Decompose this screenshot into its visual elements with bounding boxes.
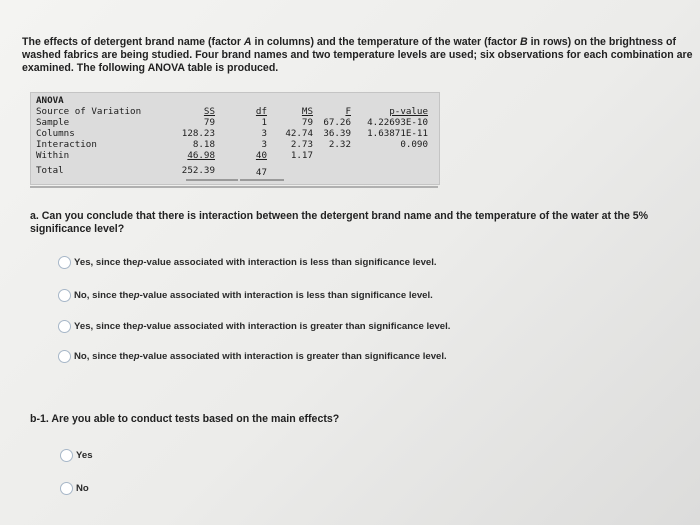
cell-ss: 128.23	[181, 128, 215, 139]
cell-df: 47	[255, 167, 267, 178]
option-a-2[interactable]	[58, 289, 433, 302]
cell-df: 1	[261, 117, 267, 128]
intro-text-3: in rows) on the brightness of washed fabrics are being studied. Four brand names and two temperature levels are used; six observations for each combination are examined. The following ANOVA table is produced.	[22, 36, 693, 74]
row-label-total: Total	[36, 165, 64, 176]
cell-f: 2.32	[328, 139, 351, 150]
anova-title: ANOVA	[36, 95, 64, 106]
cell-ms: 79	[301, 117, 313, 128]
option-rest: -value associated with interaction is less than significance level.	[139, 290, 433, 301]
anova-header-p: p-value	[389, 106, 428, 117]
cell-p: 1.63871E-11	[367, 128, 428, 139]
cell-p: 4.22693E-10	[367, 117, 428, 128]
option-label: No	[76, 483, 89, 494]
cell-ss: 79	[203, 117, 215, 128]
p-var: p	[133, 290, 140, 301]
anova-header-f: F	[345, 106, 351, 117]
option-answer: Yes	[74, 321, 91, 332]
factor-a-var: A	[243, 36, 252, 48]
question-a: a. Can you conclude that there is interaction between the detergent brand name and the temperature of the water at the 5% significance level?	[30, 210, 649, 235]
cell-ms: 42.74	[285, 128, 313, 139]
cell-df: 3	[261, 128, 267, 139]
table-divider	[30, 186, 438, 188]
cell-p: 0.090	[400, 139, 428, 150]
anova-header-ss: SS	[203, 106, 215, 117]
anova-header-source: Source of Variation	[36, 106, 142, 117]
row-label-sample: Sample	[36, 117, 70, 128]
option-rest: -value associated with interaction is greater than significance level.	[139, 351, 447, 362]
cell-ss: 8.18	[192, 139, 215, 150]
cell-f: 67.26	[323, 117, 351, 128]
option-rest: -value associated with interaction is greater than significance level.	[143, 321, 451, 332]
cell-df: 3	[261, 139, 267, 150]
option-b1-no[interactable]	[60, 482, 89, 495]
option-label: Yes	[76, 450, 93, 461]
p-var: p	[137, 257, 144, 268]
problem-intro	[22, 36, 694, 75]
radio-button[interactable]	[58, 320, 71, 333]
option-a-1[interactable]	[58, 256, 437, 269]
option-sep: , since the	[90, 257, 138, 268]
cell-ms: 2.73	[290, 139, 313, 150]
p-var: p	[137, 321, 144, 332]
table-rule	[186, 179, 238, 181]
cell-f: 36.39	[323, 128, 351, 139]
factor-b-var: B	[520, 36, 528, 48]
option-b1-yes[interactable]	[60, 449, 93, 462]
option-answer: No	[74, 351, 87, 362]
intro-text-1: The effects of detergent brand name (factor	[22, 36, 244, 48]
radio-button[interactable]	[58, 289, 71, 302]
cell-ms: 1.17	[290, 150, 313, 161]
table-rule	[240, 179, 284, 181]
option-answer: No	[74, 290, 87, 301]
anova-header-ms: MS	[301, 106, 313, 117]
option-a-4[interactable]	[58, 350, 447, 363]
option-rest: -value associated with interaction is less than significance level.	[143, 257, 437, 268]
row-label-interaction: Interaction	[36, 139, 97, 150]
option-sep: , since the	[90, 321, 138, 332]
cell-ss: 252.39	[181, 165, 215, 176]
anova-table	[30, 92, 440, 185]
radio-button[interactable]	[60, 482, 73, 495]
option-answer: Yes	[74, 257, 91, 268]
cell-ss: 46.98	[187, 150, 215, 161]
radio-button[interactable]	[60, 449, 73, 462]
option-sep: , since the	[86, 351, 134, 362]
intro-text-2: in columns) and the temperature of the water (factor	[251, 36, 520, 48]
row-label-within: Within	[36, 150, 70, 161]
radio-button[interactable]	[58, 350, 71, 363]
cell-df: 40	[255, 150, 267, 161]
option-a-3[interactable]	[58, 320, 450, 333]
question-b1: b-1. Are you able to conduct tests based on the main effects?	[30, 413, 340, 425]
radio-button[interactable]	[58, 256, 71, 269]
option-sep: , since the	[86, 290, 134, 301]
row-label-columns: Columns	[36, 128, 75, 139]
anova-header-df: df	[255, 106, 267, 117]
p-var: p	[133, 351, 140, 362]
